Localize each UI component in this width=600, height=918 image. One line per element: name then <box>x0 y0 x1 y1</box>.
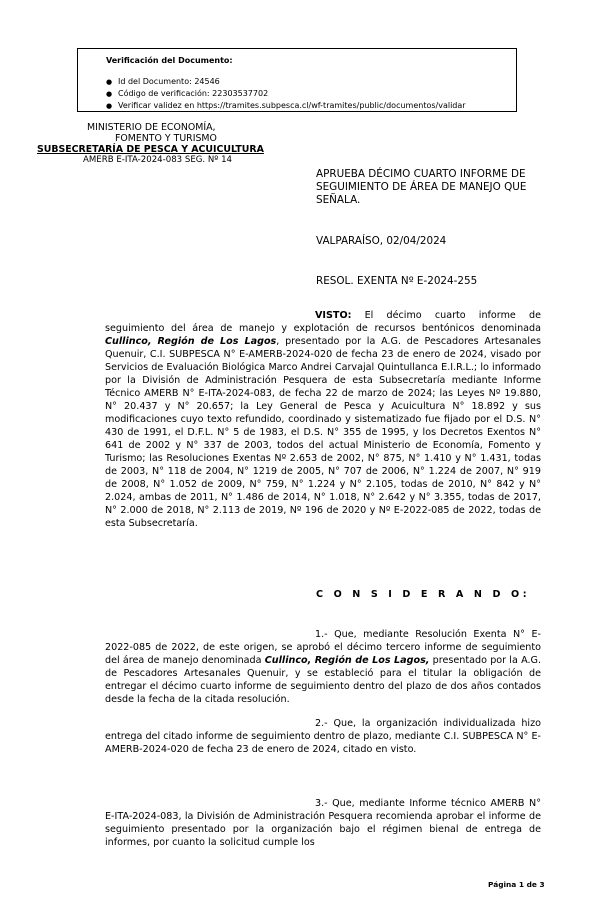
document-reference: AMERB E-ITA-2024-083 SEG. Nº 14 <box>83 155 233 165</box>
bullet-icon: ● <box>106 102 113 110</box>
bullet-icon: ● <box>106 78 113 86</box>
list-item <box>106 88 466 100</box>
ministry-name-line1: MINISTERIO DE ECONOMÍA, <box>87 122 216 133</box>
considerando-paragraph-3: 3.- Que, mediante Informe técnico AMERB N° E-ITA-2024-083, la División de Administración Pesquera recomienda aprobar el informe de seguimiento presentado por la organización bajo el régimen bienal de entrega de informes, por cuanto la solicitud cumple los <box>105 798 541 848</box>
area-name: Cullinco, Región de Los Lagos <box>105 336 277 347</box>
visto-label: VISTO: <box>315 310 352 321</box>
considerando-heading: C O N S I D E R A N D O: <box>316 589 531 600</box>
resolution-title-line1: APRUEBA DÉCIMO CUARTO INFORME DE <box>316 168 526 180</box>
verification-list <box>106 76 466 112</box>
verification-title: Verificación del Documento: <box>106 56 233 65</box>
ministry-name-line2: FOMENTO Y TURISMO <box>115 133 217 144</box>
list-item <box>106 100 466 112</box>
visto-text-1: El décimo cuarto informe de seguimiento del área de manejo y explotación de recursos bentónicos denominada <box>105 310 541 334</box>
considerando-paragraph-1 <box>105 628 541 706</box>
verification-code: Código de verificación: 22303537702 <box>118 89 269 98</box>
paragraph-1-text-1: 1.- Que, mediante Resolución Exenta N° E-2022-085 de 2022, de este origen, se aprobó el décimo tercero informe de seguimiento del área de manejo denominada <box>105 629 541 666</box>
visto-text-2: , presentado por la A.G. de Pescadores Artesanales Quenuir, C.I. SUBPESCA N° E-AMERB-2024-020 de fecha 23 de enero de 2024, visado por Servicios de Evaluación Biológica Marco Andrei Carvajal Quintullanca E.I.R.L.; lo informado por la División de Administración Pesquera de esta Subsecretaría mediante Informe Técnico AMERB N° E-ITA-2024-083, de fecha 22 de marzo de 2024; las Leyes Nº 19.880, N° 20.437 y N° 20.657; la Ley General de Pesca y Acuicultura N° 18.892 y sus modificaciones cuyo texto refundido, coordinado y sistematizado fue fijado por el D.S. N° 430 de 1991, el D.F.L. N° 5 de 1983, el D.S. N° 355 de 1995, y los Decretos Exentos N° 641 de 2002 y N° 337 de 2003, todos del actual Ministerio de Economía, Fomento y Turismo; las Resoluciones Exentas Nº 2.653 de 2002, N° 875, N° 1.410 y N° 1.431, todas de 2003, N° 118 de 2004, N° 1219 de 2005, N° 707 de 2006, N° 1.224 de 2007, N° 919 de 2008, N° 1.052 de 2009, N° 759, N° 1.224 y N° 2.105, todas de 2010, N° 842 y N° 2.024, ambas de 2011, N° 1.486 de 2014, N° 1.018, N° 2.642 y N° 3.355, todas de 2017, N° 2.000 de 2018, N° 2.113 de 2019, Nº 196 de 2020 y Nº E-2022-085 de 2022, todas de esta Subsecretaría. <box>105 336 541 529</box>
resolution-number: RESOL. EXENTA Nº E-2024-255 <box>316 275 478 287</box>
list-item <box>106 76 466 88</box>
verification-url[interactable]: Verificar validez en https://tramites.subpesca.cl/wf-tramites/public/documentos/validar <box>118 101 466 110</box>
verification-box <box>77 48 517 112</box>
subsecretaria-name: SUBSECRETARÍA DE PESCA Y ACUICULTURA <box>37 144 264 155</box>
considerando-paragraph-2: 2.- Que, la organización individualizada hizo entrega del citado informe de seguimiento dentro de plazo, mediante C.I. SUBPESCA N° E-AMERB-2024-020 de fecha 23 de enero de 2024, citado en visto. <box>105 718 541 755</box>
visto-paragraph <box>105 309 541 530</box>
page-number: Página 1 de 3 <box>488 880 545 889</box>
paragraph-1-text-2: presentado por la A.G. de Pescadores Artesanales Quenuir, y se estableció para el titular la obligación de entregar el décimo cuarto informe de seguimiento dentro del plazo de dos años contados desde la fecha de la citada resolución. <box>105 655 541 705</box>
resolution-title-line3: SEÑALA. <box>316 194 361 206</box>
place-date: VALPARAÍSO, 02/04/2024 <box>316 235 447 247</box>
bullet-icon: ● <box>106 90 113 98</box>
resolution-title-line2: SEGUIMIENTO DE ÁREA DE MANEJO QUE <box>316 181 527 193</box>
area-name: Cullinco, Región de Los Lagos, <box>264 655 430 666</box>
document-id: Id del Documento: 24546 <box>118 77 220 86</box>
